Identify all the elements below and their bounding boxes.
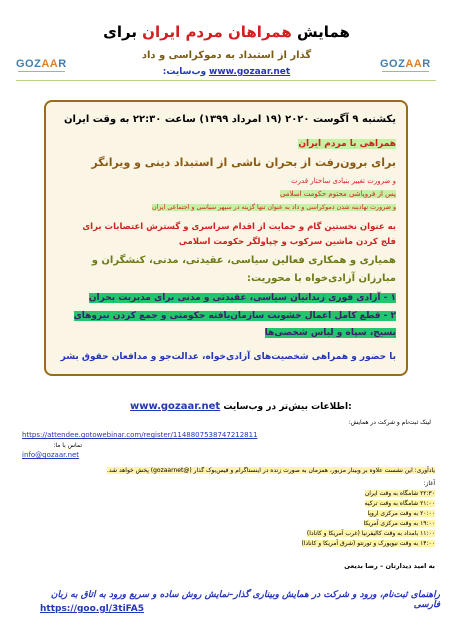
guide-text[interactable]: راهنمای ثبت‌نام، ورود و شرکت در همایش وبیناری گذار–نمایش روش ساده و سریع ورود به اتاق به زبان فارسی <box>50 590 440 610</box>
announcement-box <box>44 100 408 376</box>
logo-text-accent: AA <box>41 58 59 70</box>
reminder-note <box>107 467 435 474</box>
point-line: به عنوان نخستین گام و حمایت از اقدام سراسری و گسترش اعتصابات برای <box>82 222 396 232</box>
register-link[interactable]: https://attendee.gotowebinar.com/register/1148807538747212811 <box>22 431 258 439</box>
logo-text-end: R <box>422 58 431 70</box>
schedule-row <box>307 530 435 537</box>
header-divider <box>16 80 436 81</box>
email-link[interactable]: info@gozaar.net <box>22 451 80 459</box>
schedule-text: ۱۴:۰۰ به وقت نیویورک و تورنتو (شرق آمریکا و کانادا) <box>301 540 435 547</box>
point-line: فلج کردن ماشین سرکوب و چپاولگر حکومت اسلامی <box>178 237 396 247</box>
point-text: و ضرورت نهادینه شدن دموکراسی و داد به عنوان تنها گزینه در سپهر سیاسی و اجتماعی ایران <box>152 204 396 211</box>
point-line <box>247 273 396 284</box>
register-label: لینک ثبت‌نام و شرکت در همایش: <box>348 419 431 426</box>
schedule-block <box>85 467 435 587</box>
signoff: به امید دیدارتان – رضا بدیعی <box>344 562 435 570</box>
point-text: مبارزان آزادی‌خواه با محوریت: <box>247 273 396 284</box>
schedule-text: ۲۰:۰۰ به وقت مرکزی اروپا <box>367 510 435 517</box>
guide-link[interactable]: https://goo.gl/3tiFA5 <box>40 604 145 614</box>
note-text: یادآوری: این نشست علاوه بر وبینار مزبور، همزمان به صورت زنده در اینستاگرام و فیس‌بوک گذار (@gozaarnet) پخش خواهد شد. <box>106 467 435 474</box>
point-line <box>89 293 396 303</box>
logo-text-accent: AA <box>405 58 423 70</box>
schedule-row <box>368 510 435 517</box>
point-text: پس از فروپاشی محتوم حکومت اسلامی <box>279 190 396 198</box>
website-label: وب‌سایت: <box>162 67 207 77</box>
date-line: یکشنبه ۹ آگوست ۲۰۲۰ (۱۹ امرداد ۱۳۹۹) ساعت ۲۲:۳۰ به وقت ایران <box>63 114 396 125</box>
logo-text: GOZ <box>380 58 406 70</box>
logo-text-end: R <box>58 58 67 70</box>
logo-text: GOZ <box>16 58 42 70</box>
info-title-text: اطلاعات بیش‌تر در وب‌سایت: <box>223 402 352 412</box>
schedule-row <box>365 500 435 507</box>
schedule-text: ۱۱:۰۰ بامداد به وقت کالیفرنیا (غرب آمریکا و کانادا) <box>306 530 435 537</box>
start-label: آغاز: <box>423 480 435 487</box>
point-line: با حضور و همراهی شخصیت‌های آزادی‌خواه، عدالت‌جو و مدافعان حقوق بشر <box>60 352 396 362</box>
page-subtitle: گذار از استبداد به دموکراسی و داد <box>141 50 312 61</box>
point-line <box>280 190 396 198</box>
schedule-row <box>302 540 436 547</box>
title-part: همایش <box>291 23 350 41</box>
point-line <box>152 204 396 211</box>
point-line: همیاری و همکاری فعالین سیاسی، عقیدتی، مدنی، کنشگران و <box>91 255 396 266</box>
point-line <box>298 139 396 149</box>
title-part: برای <box>103 23 143 41</box>
point-line <box>265 328 396 338</box>
title-highlight: همراهان مردم ایران <box>142 23 292 41</box>
info-website-link[interactable]: www.gozaar.net <box>130 401 221 412</box>
website-link[interactable]: www.gozaar.net <box>209 67 291 77</box>
point-line: برای برون‌رفت از بحران ناشی از استبداد دینی و ویرانگر <box>91 156 396 169</box>
schedule-row <box>365 490 435 497</box>
logo-underline <box>18 71 65 72</box>
header-website <box>60 67 393 77</box>
point-line <box>74 311 396 321</box>
schedule-text: ۱۹:۰۰ به وقت مرکزی آمریکا <box>363 520 435 527</box>
schedule-text: ۲۱:۰۰ شامگاه به وقت ترکیه <box>364 500 435 507</box>
schedule-row <box>364 520 436 527</box>
point-text: ۱ - آزادی فوری زندانیان سیاسی، عقیدتی و مدنی برای مدیریت بحران <box>88 293 396 303</box>
more-info <box>130 401 352 412</box>
point-line: و ضرورت تغییر بنیادی ساختار قدرت <box>291 177 396 185</box>
schedule-text: ۲۲:۳۰ شامگاه به وقت ایران <box>364 490 435 497</box>
contact-label: تماس با ما: <box>53 442 82 449</box>
point-text: بسیج، سپاه و لباس شخصی‌ها <box>264 328 396 338</box>
point-text: همراهی با مردم ایران <box>298 139 396 149</box>
point-text: ۲ - قطع کامل اعمال خشونت سازمان‌یافته حکومتی و جمع کردن نیروهای <box>73 311 396 321</box>
page-title <box>60 23 393 41</box>
